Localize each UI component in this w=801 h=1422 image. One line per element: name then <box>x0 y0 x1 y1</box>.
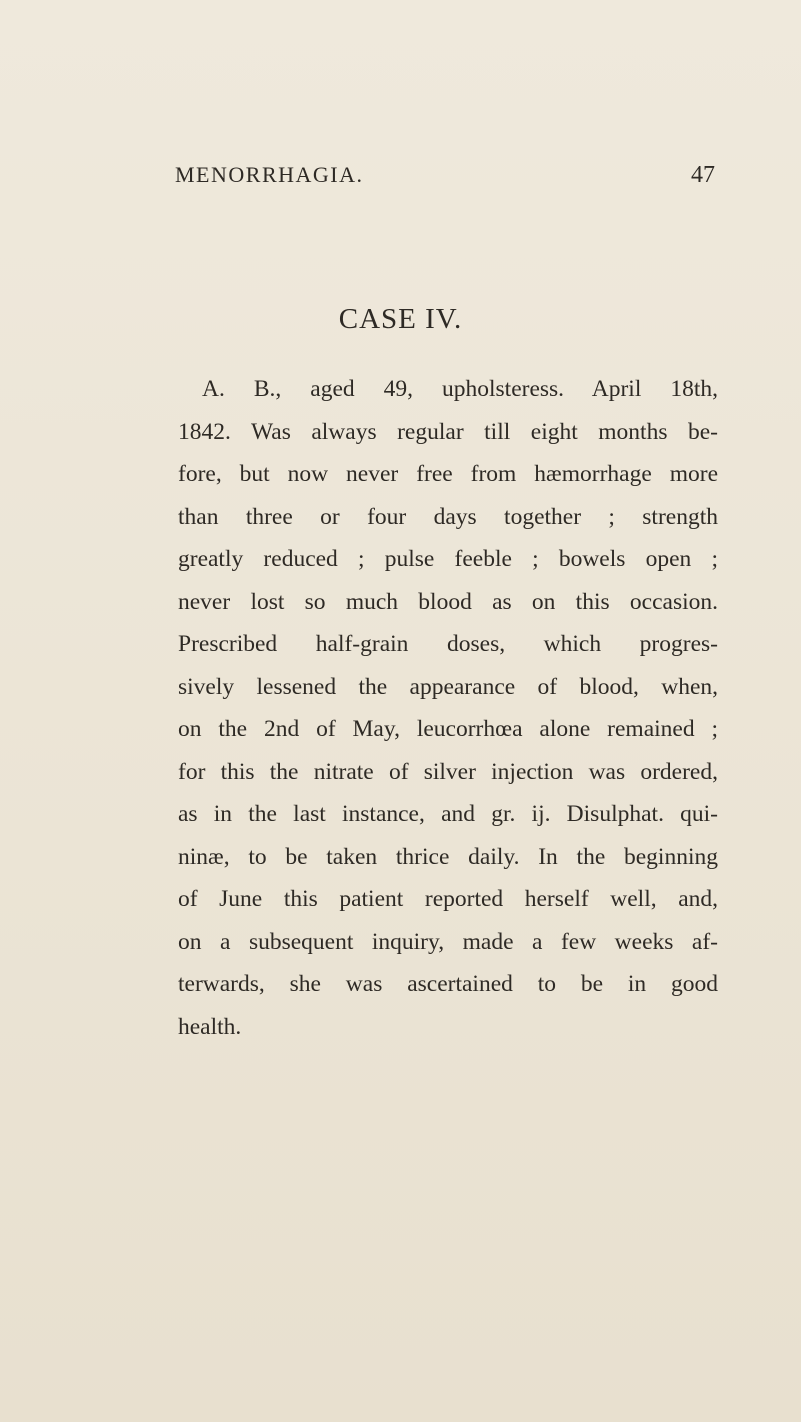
running-head <box>175 162 715 202</box>
text-line: never lost so much blood as on this occasion. <box>178 588 718 615</box>
text-line: sively lessened the appearance of blood, when, <box>178 673 718 700</box>
text-line: ninæ, to be taken thrice daily. In the beginning <box>178 843 718 870</box>
text-line: 1842. Was always regular till eight months be- <box>178 418 718 445</box>
text-line: of June this patient reported herself well, and, <box>178 886 718 912</box>
text-line: than three or four days together ; strength <box>178 503 718 530</box>
case-heading: CASE IV. <box>338 303 463 335</box>
case-paragraph <box>178 368 718 1048</box>
page-number: 47 <box>691 162 715 188</box>
text-line: on a subsequent inquiry, made a few weeks af- <box>178 928 718 955</box>
text-line: fore, but now never free from hæmorrhage more <box>178 461 718 487</box>
text-line: terwards, she was ascertained to be in good <box>178 971 718 997</box>
text-line: Prescribed half-grain doses, which progres- <box>178 631 718 657</box>
text-line: A. B., aged 49, upholsteress. April 18th, <box>202 376 718 402</box>
running-title: MENORRHAGIA. <box>175 162 364 187</box>
text-line: greatly reduced ; pulse feeble ; bowels open ; <box>178 546 718 572</box>
text-line: health. <box>178 1013 242 1040</box>
text-line: as in the last instance, and gr. ij. Disulphat. qui- <box>178 801 718 827</box>
text-line: for this the nitrate of silver injection was ordered, <box>178 758 718 785</box>
text-line: on the 2nd of May, leucorrhœa alone remained ; <box>178 716 718 742</box>
